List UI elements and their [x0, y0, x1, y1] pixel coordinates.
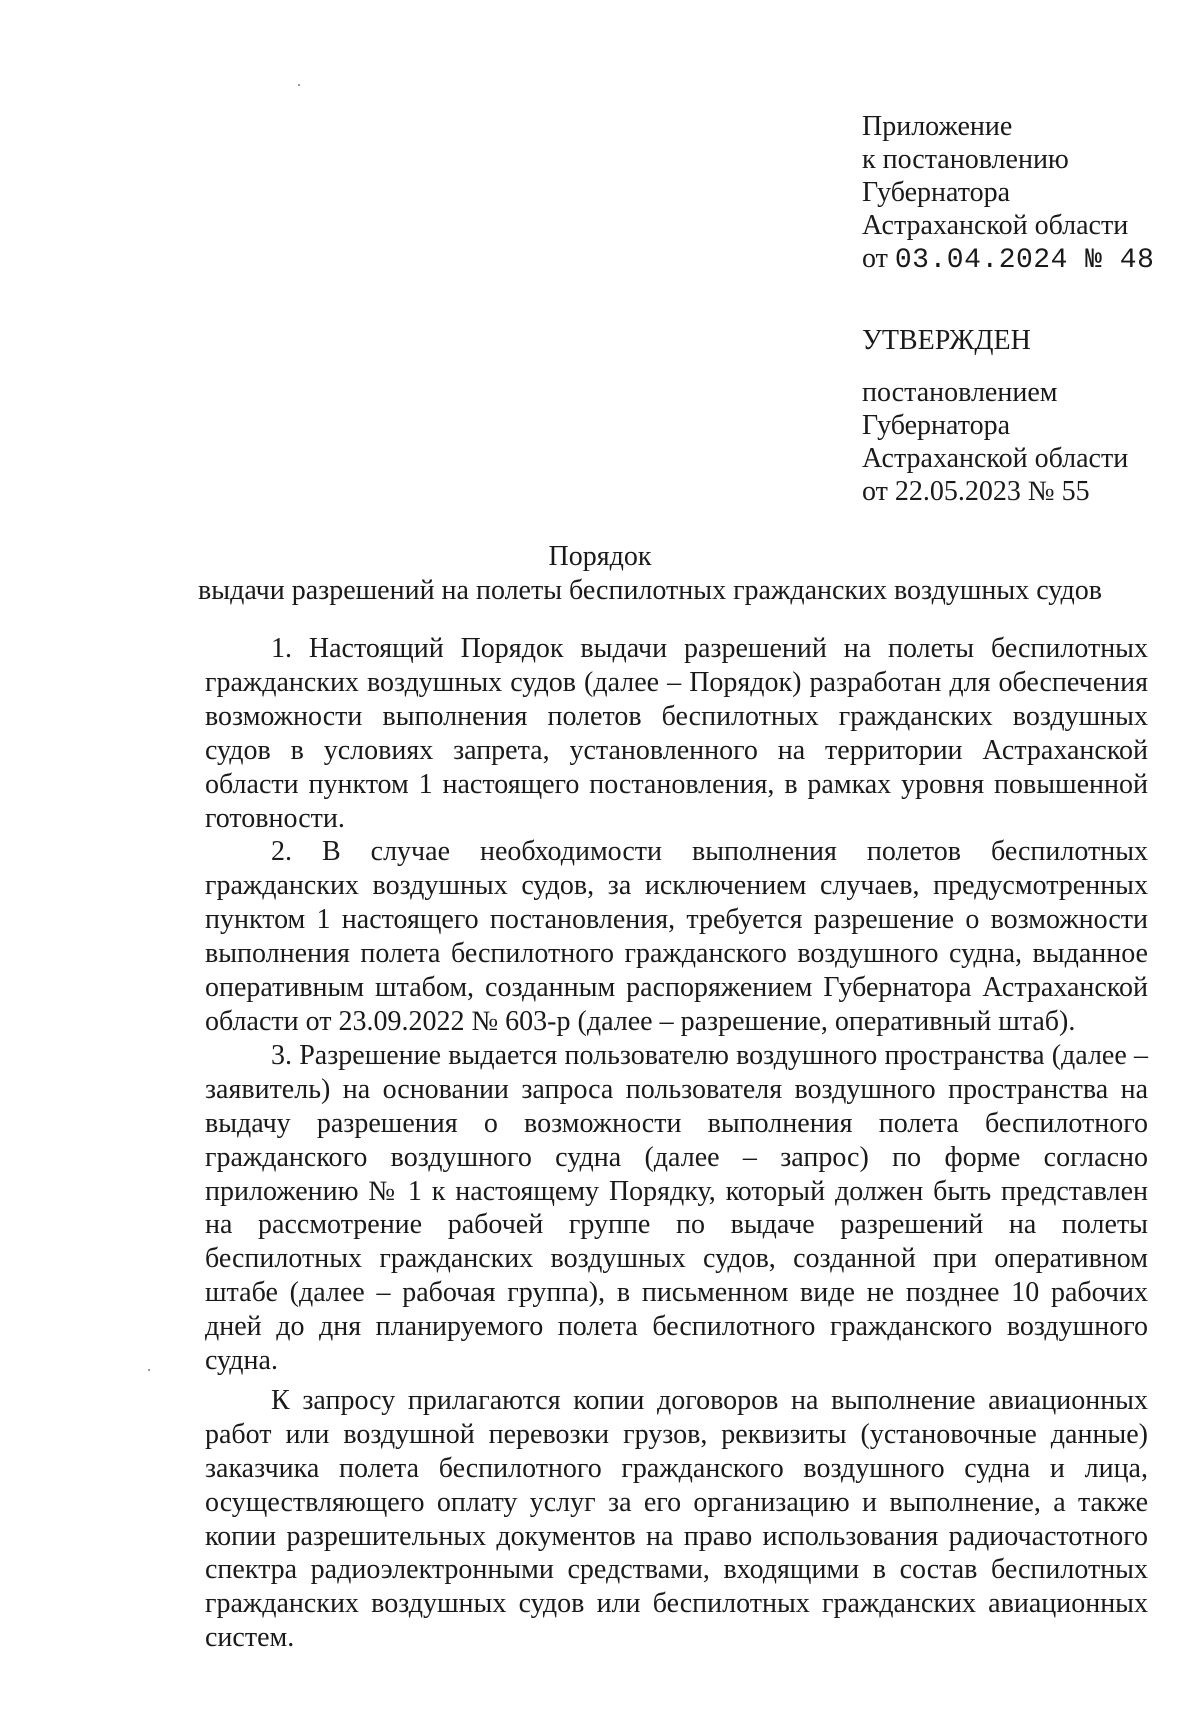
- scan-artifact: [298, 84, 300, 86]
- header-date-value: 03.04.2024 № 48: [894, 245, 1155, 276]
- paragraph-3: 3. Разрешение выдается пользователю воздушного пространства (далее – заявитель) на основании запроса пользователя воздушного пространства на выдачу разрешения о возможности выполнения полета беспилотного гражданского воздушного судна (далее – запрос) по форме согласно приложению № 1 к настоящему Порядку, который должен быть представлен на рассмотрение рабочей группе по выдаче разрешений на полеты беспилотных гражданских воздушных судов, созданной при оперативном штабе (далее – рабочая группа), в письменном виде не позднее 10 рабочих дней до дня планируемого полета беспилотного гражданского воздушного судна.: [205, 1039, 1148, 1377]
- approved-line: Астраханской области: [862, 443, 1129, 474]
- paragraph-2: 2. В случае необходимости выполнения полетов беспилотных гражданских воздушных судов, за исключением случаев, предусмотренных пунктом 1 настоящего постановления, требуется разрешение о возможности выполнения полета беспилотного гражданского воздушного судна, выданное оперативным штабом, созданным распоряжением Губернатора Астраханской области от 23.09.2022 № 603-р (далее – разрешение, оперативный штаб).: [205, 836, 1148, 1037]
- header-date-line: [862, 242, 1154, 277]
- document-subtitle: выдачи разрешений на полеты беспилотных гражданских воздушных судов: [198, 575, 1102, 606]
- document-body: [205, 632, 1148, 1655]
- approved-line: от 22.05.2023 № 55: [862, 476, 1090, 507]
- document-title: Порядок: [548, 541, 652, 572]
- header-line: к постановлению: [862, 144, 1069, 175]
- approved-line: постановлением: [862, 377, 1058, 408]
- approved-line: Губернатора: [862, 410, 1011, 441]
- header-line: Губернатора: [862, 177, 1011, 208]
- paragraph-1: 1. Настоящий Порядок выдачи разрешений на полеты беспилотных гражданских воздушных судов (далее – Порядок) разработан для обеспечения возможности выполнения полетов беспилотных гражданских воздушных судов в условиях запрета, установленного на территории Астраханской области пунктом 1 настоящего постановления, в рамках уровня повышенной готовности.: [205, 633, 1148, 834]
- header-date-prefix: от: [862, 243, 888, 274]
- paragraph-4: К запросу прилагаются копии договоров на выполнение авиационных работ или воздушной перевозки грузов, реквизиты (установочные данные) заказчика полета беспилотного гражданского воздушного судна и лица, осуществляющего оплату услуг за его организацию и выполнение, а также копии разрешительных документов на право использования радиочастотного спектра радиоэлектронными средствами, входящими в состав беспилотных гражданских воздушных судов или беспилотных гражданских авиационных систем.: [205, 1384, 1148, 1654]
- approved-heading: УТВЕРЖДЕН: [862, 325, 1031, 356]
- header-line: Астраханской области: [862, 210, 1129, 241]
- scan-artifact: [148, 1369, 150, 1371]
- approved-block: [862, 376, 1128, 508]
- header-line: Приложение: [862, 111, 1013, 142]
- attachment-header: [862, 110, 1154, 277]
